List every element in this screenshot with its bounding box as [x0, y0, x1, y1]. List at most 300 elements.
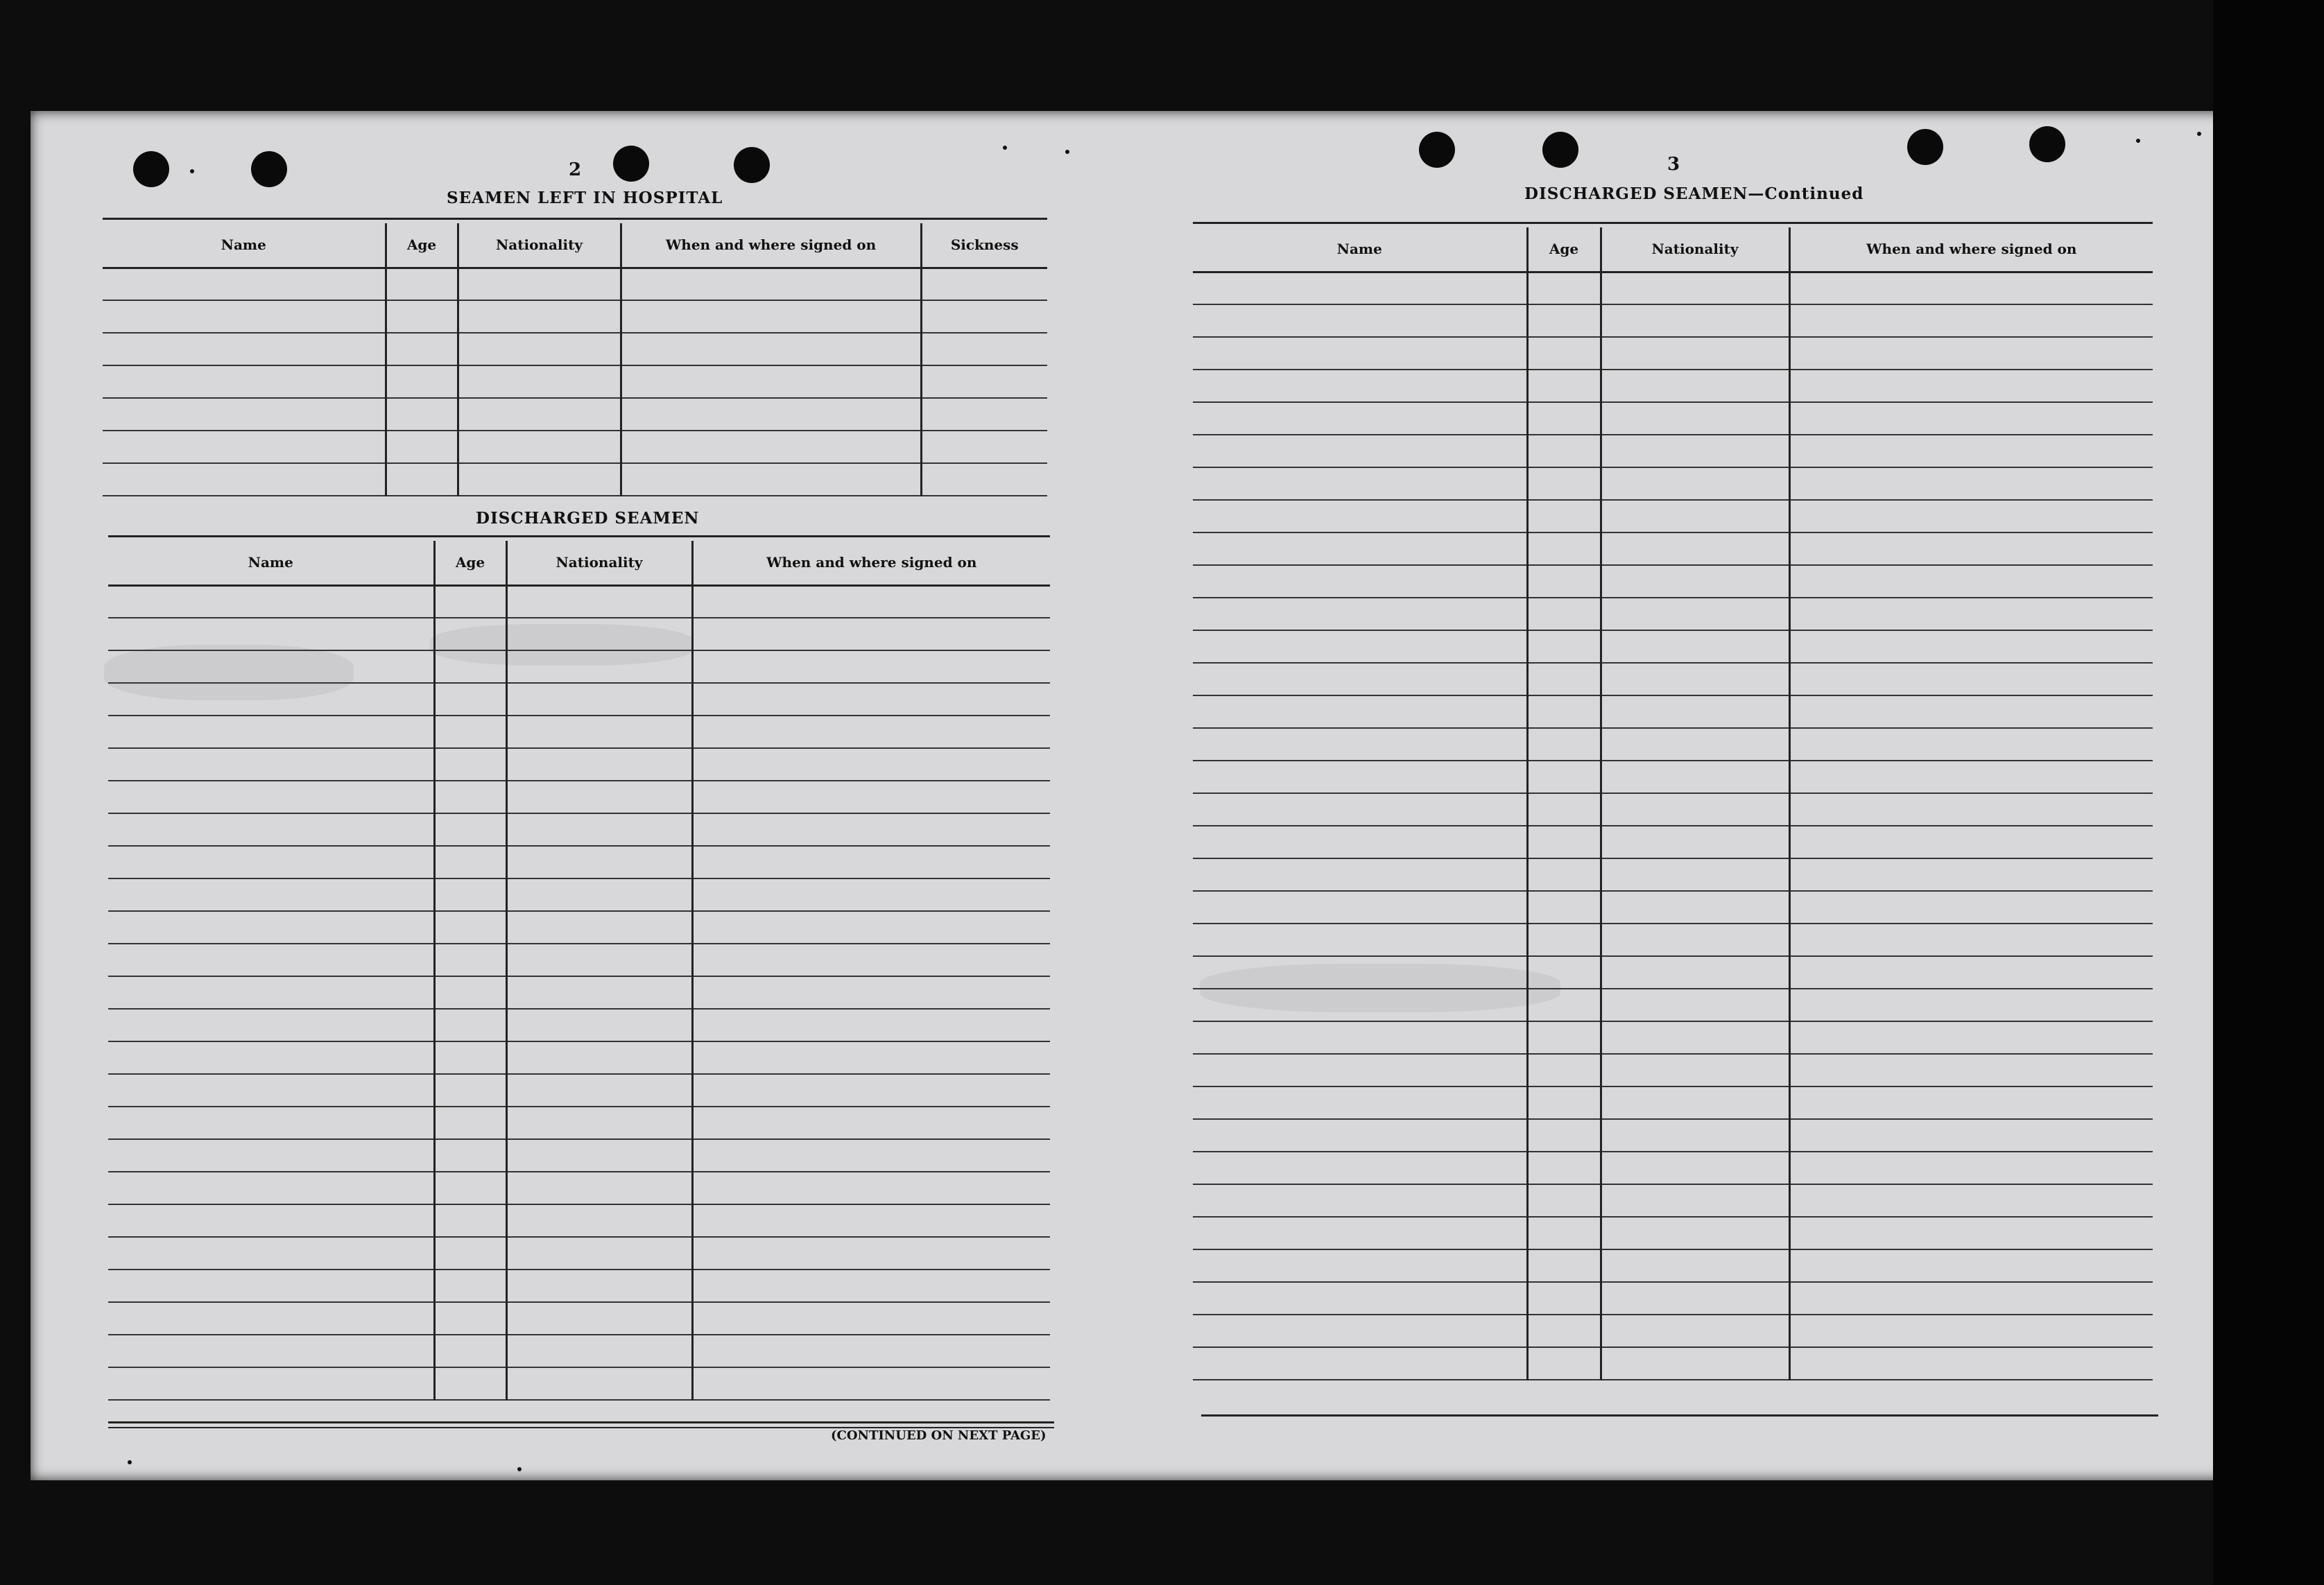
table-row	[108, 1009, 1050, 1041]
table-cell	[1789, 858, 2153, 891]
table-cell	[434, 618, 506, 650]
table-row	[1193, 956, 2153, 989]
table-cell	[1601, 989, 1789, 1021]
table-cell	[386, 463, 458, 496]
table-cell	[1193, 500, 1527, 532]
table-cell	[506, 1237, 692, 1270]
table-cell	[1789, 630, 2153, 663]
table-row	[103, 365, 1047, 398]
table-cell	[1193, 663, 1527, 695]
col-header-age: Age	[1527, 227, 1601, 272]
table-cell	[1193, 272, 1527, 304]
speck	[2136, 139, 2140, 143]
table-cell	[1527, 630, 1601, 663]
table-cell	[692, 976, 1050, 1009]
speck	[517, 1467, 522, 1471]
table-row	[1193, 337, 2153, 370]
table-cell	[1789, 728, 2153, 761]
table-cell	[921, 333, 1047, 365]
table-cell	[1789, 337, 2153, 370]
table-cell	[1527, 761, 1601, 793]
table-cell	[1193, 1184, 1527, 1217]
table-cell	[108, 1074, 434, 1107]
table-row	[1193, 598, 2153, 630]
col-header-sickness: Sickness	[921, 223, 1047, 268]
table-cell	[434, 878, 506, 911]
table-row	[1193, 793, 2153, 826]
table-cell	[108, 1302, 434, 1335]
table-cell	[1789, 467, 2153, 500]
table-row	[108, 618, 1050, 650]
table-cell	[434, 781, 506, 813]
table-cell	[1601, 1184, 1789, 1217]
table-cell	[434, 1270, 506, 1302]
punch-hole	[1542, 132, 1578, 168]
table-cell	[108, 1237, 434, 1270]
table-cell	[1789, 500, 2153, 532]
table-cell	[506, 1041, 692, 1074]
table-cell	[103, 463, 386, 496]
table-cell	[692, 585, 1050, 618]
table-cell	[1527, 370, 1601, 402]
continued-table-body	[1193, 272, 2153, 1380]
table-cell	[108, 618, 434, 650]
table-row	[108, 748, 1050, 781]
table-cell	[621, 300, 921, 333]
table-cell	[1601, 1086, 1789, 1119]
table-cell	[1789, 826, 2153, 858]
col-header-nationality: Nationality	[506, 541, 692, 585]
table-row	[108, 1335, 1050, 1367]
left-page-number: 2	[569, 159, 582, 180]
table-row	[1193, 1119, 2153, 1152]
table-cell	[386, 431, 458, 463]
table-cell	[1193, 1282, 1527, 1315]
table-cell	[434, 1041, 506, 1074]
table-cell	[1193, 924, 1527, 956]
table-cell	[434, 683, 506, 716]
table-row	[1193, 695, 2153, 728]
table-cell	[458, 300, 621, 333]
table-cell	[1789, 956, 2153, 989]
table-cell	[1193, 1315, 1527, 1347]
table-cell	[1527, 435, 1601, 467]
table-cell	[1527, 1282, 1601, 1315]
table-cell	[506, 748, 692, 781]
punch-hole	[1419, 132, 1455, 168]
table-cell	[1789, 793, 2153, 826]
table-row	[1193, 728, 2153, 761]
table-cell	[1193, 1249, 1527, 1282]
col-header-signed-on: When and where signed on	[692, 541, 1050, 585]
table-cell	[434, 1009, 506, 1041]
right-page-number: 3	[1667, 154, 1680, 175]
table-row	[1193, 500, 2153, 532]
table-cell	[1193, 1347, 1527, 1380]
col-header-nationality: Nationality	[458, 223, 621, 268]
table-cell	[921, 300, 1047, 333]
table-cell	[1193, 1054, 1527, 1086]
table-cell	[1193, 793, 1527, 826]
table-cell	[1601, 598, 1789, 630]
table-cell	[621, 463, 921, 496]
table-cell	[1527, 1054, 1601, 1086]
table-cell	[621, 268, 921, 300]
table-cell	[458, 431, 621, 463]
col-header-signed-on: When and where signed on	[621, 223, 921, 268]
table-cell	[1601, 793, 1789, 826]
table-cell	[434, 650, 506, 683]
col-header-signed-on: When and where signed on	[1789, 227, 2153, 272]
table-row	[108, 1172, 1050, 1204]
table-cell	[692, 781, 1050, 813]
table-cell	[506, 1172, 692, 1204]
table-cell	[506, 1302, 692, 1335]
table-cell	[1193, 435, 1527, 467]
table-cell	[434, 1367, 506, 1400]
table-row	[108, 1041, 1050, 1074]
table-cell	[1193, 891, 1527, 924]
table-row	[103, 333, 1047, 365]
table-cell	[108, 1204, 434, 1237]
table-cell	[1789, 663, 2153, 695]
table-cell	[108, 1335, 434, 1367]
table-cell	[506, 1139, 692, 1172]
table-cell	[458, 365, 621, 398]
table-row	[1193, 1282, 2153, 1315]
table-cell	[386, 333, 458, 365]
table-cell	[1193, 1152, 1527, 1184]
table-row	[1193, 1021, 2153, 1054]
table-cell	[692, 878, 1050, 911]
table-cell	[506, 1204, 692, 1237]
table-cell	[386, 300, 458, 333]
table-row	[1193, 1184, 2153, 1217]
table-cell	[1527, 728, 1601, 761]
table-cell	[1527, 826, 1601, 858]
hospital-section-title: SEAMEN LEFT IN HOSPITAL	[447, 189, 723, 207]
table-cell	[692, 716, 1050, 748]
table-cell	[1789, 598, 2153, 630]
col-header-name: Name	[103, 223, 386, 268]
table-cell	[1193, 630, 1527, 663]
table-cell	[1789, 891, 2153, 924]
table-cell	[434, 1172, 506, 1204]
table-row	[108, 846, 1050, 878]
table-row	[103, 268, 1047, 300]
table-cell	[1527, 467, 1601, 500]
table-cell	[1789, 1315, 2153, 1347]
punch-hole	[613, 146, 649, 182]
table-cell	[1789, 989, 2153, 1021]
table-cell	[1193, 989, 1527, 1021]
table-row	[1193, 858, 2153, 891]
table-cell	[458, 398, 621, 431]
punch-hole	[251, 151, 287, 187]
table-cell	[1193, 826, 1527, 858]
table-cell	[1789, 1119, 2153, 1152]
discharged-bottom-rule	[108, 1421, 1054, 1423]
table-cell	[1527, 402, 1601, 435]
table-cell	[1527, 272, 1601, 304]
table-cell	[1789, 1282, 2153, 1315]
continued-bottom-rule	[1201, 1414, 2158, 1417]
table-cell	[1527, 1217, 1601, 1249]
table-cell	[1789, 272, 2153, 304]
table-cell	[1527, 532, 1601, 565]
table-row	[1193, 1347, 2153, 1380]
table-cell	[1789, 1054, 2153, 1086]
table-cell	[692, 650, 1050, 683]
table-cell	[692, 1270, 1050, 1302]
table-cell	[1601, 272, 1789, 304]
table-cell	[434, 748, 506, 781]
table-row	[108, 1237, 1050, 1270]
table-cell	[386, 365, 458, 398]
table-cell	[692, 1074, 1050, 1107]
table-row	[1193, 304, 2153, 337]
table-cell	[1601, 337, 1789, 370]
table-cell	[434, 911, 506, 944]
table-cell	[434, 944, 506, 976]
table-cell	[506, 618, 692, 650]
table-cell	[108, 1009, 434, 1041]
table-row	[108, 585, 1050, 618]
table-cell	[458, 463, 621, 496]
table-row	[108, 944, 1050, 976]
table-cell	[1601, 1315, 1789, 1347]
table-cell	[1527, 1315, 1601, 1347]
table-cell	[692, 911, 1050, 944]
table-cell	[1527, 565, 1601, 598]
table-cell	[1601, 565, 1789, 598]
table-cell	[506, 846, 692, 878]
table-cell	[108, 1367, 434, 1400]
table-cell	[621, 333, 921, 365]
table-cell	[1527, 337, 1601, 370]
table-cell	[108, 846, 434, 878]
col-header-age: Age	[386, 223, 458, 268]
table-cell	[1601, 1054, 1789, 1086]
table-cell	[108, 683, 434, 716]
table-cell	[1193, 402, 1527, 435]
table-cell	[692, 1335, 1050, 1367]
table-cell	[434, 813, 506, 846]
table-cell	[506, 781, 692, 813]
table-cell	[692, 1172, 1050, 1204]
table-cell	[108, 976, 434, 1009]
table-cell	[506, 976, 692, 1009]
table-cell	[1527, 1249, 1601, 1282]
table-row	[1193, 1086, 2153, 1119]
table-cell	[1527, 858, 1601, 891]
table-row	[108, 781, 1050, 813]
table-cell	[1601, 630, 1789, 663]
table-row	[1193, 402, 2153, 435]
table-cell	[434, 1107, 506, 1139]
table-cell	[108, 911, 434, 944]
table-cell	[1601, 532, 1789, 565]
table-row	[1193, 435, 2153, 467]
table-row	[103, 431, 1047, 463]
table-cell	[1527, 989, 1601, 1021]
table-cell	[692, 1302, 1050, 1335]
table-cell	[1193, 858, 1527, 891]
table-cell	[434, 1139, 506, 1172]
table-cell	[108, 585, 434, 618]
table-cell	[1193, 598, 1527, 630]
punch-hole	[734, 147, 770, 183]
table-cell	[1193, 761, 1527, 793]
table-cell	[1789, 695, 2153, 728]
table-cell	[108, 878, 434, 911]
table-cell	[108, 944, 434, 976]
table-cell	[1789, 532, 2153, 565]
punch-hole	[2029, 126, 2065, 162]
table-cell	[692, 1139, 1050, 1172]
table-cell	[1601, 1119, 1789, 1152]
table-cell	[434, 976, 506, 1009]
table-cell	[1527, 663, 1601, 695]
speck	[2197, 132, 2201, 136]
table-cell	[1789, 1217, 2153, 1249]
table-row	[1193, 272, 2153, 304]
table-cell	[103, 431, 386, 463]
table-row	[1193, 630, 2153, 663]
col-header-name: Name	[108, 541, 434, 585]
table-cell	[1789, 1249, 2153, 1282]
table-cell	[621, 365, 921, 398]
table-cell	[1789, 1347, 2153, 1380]
table-row	[108, 1107, 1050, 1139]
table-cell	[103, 268, 386, 300]
table-cell	[1193, 337, 1527, 370]
table-row	[108, 1367, 1050, 1400]
table-cell	[1601, 858, 1789, 891]
table-cell	[108, 1172, 434, 1204]
table-cell	[506, 878, 692, 911]
table-cell	[506, 944, 692, 976]
table-cell	[506, 1335, 692, 1367]
table-row	[103, 300, 1047, 333]
table-cell	[1601, 1217, 1789, 1249]
table-row	[1193, 826, 2153, 858]
table-cell	[1601, 1347, 1789, 1380]
hospital-table	[103, 223, 1047, 496]
table-cell	[1193, 1119, 1527, 1152]
table-cell	[506, 585, 692, 618]
film-edge	[2213, 0, 2324, 1585]
table-cell	[434, 1335, 506, 1367]
table-row	[108, 878, 1050, 911]
table-cell	[692, 846, 1050, 878]
table-cell	[1193, 532, 1527, 565]
table-cell	[1527, 304, 1601, 337]
table-cell	[1601, 728, 1789, 761]
table-cell	[921, 398, 1047, 431]
table-cell	[692, 1204, 1050, 1237]
table-row	[1193, 1152, 2153, 1184]
table-cell	[621, 431, 921, 463]
punch-hole	[1907, 129, 1943, 165]
table-row	[1193, 1315, 2153, 1347]
table-cell	[1601, 1152, 1789, 1184]
table-cell	[1527, 500, 1601, 532]
table-cell	[1193, 1217, 1527, 1249]
discharged-table	[108, 541, 1050, 1401]
discharged-section-title: DISCHARGED SEAMEN	[476, 509, 700, 528]
table-cell	[1789, 370, 2153, 402]
table-cell	[1601, 370, 1789, 402]
table-cell	[692, 1107, 1050, 1139]
table-cell	[692, 1237, 1050, 1270]
table-row	[108, 1204, 1050, 1237]
table-cell	[1193, 1086, 1527, 1119]
continued-section-title: DISCHARGED SEAMEN—Continued	[1524, 184, 1864, 203]
table-cell	[1193, 304, 1527, 337]
table-cell	[1193, 370, 1527, 402]
speck	[190, 169, 194, 173]
table-row	[1193, 565, 2153, 598]
table-cell	[1193, 467, 1527, 500]
table-cell	[434, 716, 506, 748]
table-cell	[1601, 500, 1789, 532]
table-row	[1193, 891, 2153, 924]
table-cell	[1527, 956, 1601, 989]
table-cell	[108, 1270, 434, 1302]
table-cell	[1601, 467, 1789, 500]
table-cell	[1527, 1119, 1601, 1152]
continued-table	[1193, 227, 2153, 1380]
table-cell	[1527, 1021, 1601, 1054]
table-cell	[1527, 598, 1601, 630]
table-cell	[1601, 826, 1789, 858]
table-cell	[1527, 1184, 1601, 1217]
table-cell	[386, 398, 458, 431]
table-cell	[1601, 891, 1789, 924]
table-row	[108, 813, 1050, 846]
table-row	[108, 911, 1050, 944]
table-row	[1193, 467, 2153, 500]
col-header-nationality: Nationality	[1601, 227, 1789, 272]
table-cell	[103, 300, 386, 333]
table-row	[1193, 1217, 2153, 1249]
table-row	[108, 1074, 1050, 1107]
table-cell	[1601, 1021, 1789, 1054]
table-row	[108, 1139, 1050, 1172]
table-cell	[506, 1009, 692, 1041]
table-cell	[1193, 695, 1527, 728]
table-cell	[621, 398, 921, 431]
speck	[1003, 146, 1007, 150]
table-cell	[1789, 1184, 2153, 1217]
table-cell	[506, 716, 692, 748]
hospital-table-body	[103, 268, 1047, 496]
table-cell	[1789, 761, 2153, 793]
table-cell	[1601, 435, 1789, 467]
discharged-top-rule	[108, 535, 1050, 537]
table-cell	[1601, 663, 1789, 695]
table-cell	[1601, 695, 1789, 728]
table-row	[108, 1302, 1050, 1335]
table-cell	[1527, 1086, 1601, 1119]
table-cell	[103, 333, 386, 365]
table-cell	[506, 683, 692, 716]
table-cell	[921, 268, 1047, 300]
table-cell	[434, 1204, 506, 1237]
punch-hole	[133, 151, 169, 187]
table-cell	[1789, 1152, 2153, 1184]
